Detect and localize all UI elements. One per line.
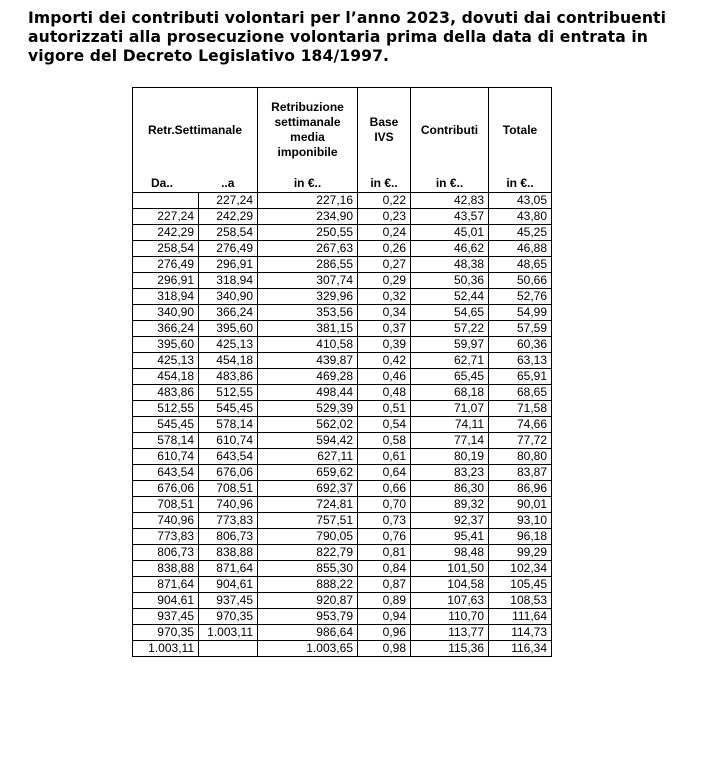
table-row <box>133 401 552 417</box>
table-row <box>133 481 552 497</box>
table-row <box>133 417 552 433</box>
cell-contributi: 113,77 <box>411 625 489 641</box>
cell-contributi: 101,50 <box>411 561 489 577</box>
cell-contributi: 77,14 <box>411 433 489 449</box>
cell-a: 366,24 <box>199 305 258 321</box>
cell-da: 806,73 <box>133 545 199 561</box>
cell-da: 512,55 <box>133 401 199 417</box>
cell-a: 871,64 <box>199 561 258 577</box>
cell-base-ivs: 0,64 <box>358 465 411 481</box>
cell-a: 296,91 <box>199 257 258 273</box>
table-row <box>133 273 552 289</box>
cell-retribuzione: 329,96 <box>258 289 358 305</box>
cell-contributi: 95,41 <box>411 529 489 545</box>
cell-a: 425,13 <box>199 337 258 353</box>
cell-a: 258,54 <box>199 225 258 241</box>
header-retribuzione <box>258 88 358 173</box>
cell-contributi: 46,62 <box>411 241 489 257</box>
table-row <box>133 289 552 305</box>
cell-totale: 46,88 <box>489 241 552 257</box>
cell-base-ivs: 0,32 <box>358 289 411 305</box>
cell-a: 676,06 <box>199 465 258 481</box>
cell-totale: 114,73 <box>489 625 552 641</box>
table-row <box>133 561 552 577</box>
contributions-table <box>132 87 552 657</box>
header-totale: Totale <box>489 88 552 173</box>
cell-da: 454,18 <box>133 369 199 385</box>
table-header <box>133 88 552 193</box>
table-row <box>133 337 552 353</box>
cell-contributi: 89,32 <box>411 497 489 513</box>
cell-contributi: 42,83 <box>411 193 489 209</box>
cell-base-ivs: 0,51 <box>358 401 411 417</box>
table-body <box>133 193 552 657</box>
unit-a: ..a <box>199 172 258 193</box>
table-row <box>133 305 552 321</box>
cell-da: 838,88 <box>133 561 199 577</box>
table-row <box>133 625 552 641</box>
cell-da: 773,83 <box>133 529 199 545</box>
cell-totale: 74,66 <box>489 417 552 433</box>
table-row <box>133 433 552 449</box>
table-row <box>133 593 552 609</box>
cell-totale: 57,59 <box>489 321 552 337</box>
table-row <box>133 241 552 257</box>
cell-da: 578,14 <box>133 433 199 449</box>
cell-da: 366,24 <box>133 321 199 337</box>
cell-da: 425,13 <box>133 353 199 369</box>
cell-contributi: 98,48 <box>411 545 489 561</box>
cell-a: 276,49 <box>199 241 258 257</box>
cell-base-ivs: 0,61 <box>358 449 411 465</box>
cell-a: 578,14 <box>199 417 258 433</box>
cell-retribuzione: 986,64 <box>258 625 358 641</box>
cell-da: 740,96 <box>133 513 199 529</box>
cell-a: 1.003,11 <box>199 625 258 641</box>
cell-retribuzione: 498,44 <box>258 385 358 401</box>
cell-totale: 83,87 <box>489 465 552 481</box>
cell-base-ivs: 0,42 <box>358 353 411 369</box>
header-retr-settimanale: Retr.Settimanale <box>133 88 258 173</box>
cell-totale: 60,36 <box>489 337 552 353</box>
cell-contributi: 52,44 <box>411 289 489 305</box>
cell-retribuzione: 227,16 <box>258 193 358 209</box>
cell-base-ivs: 0,76 <box>358 529 411 545</box>
cell-totale: 63,13 <box>489 353 552 369</box>
cell-a: 970,35 <box>199 609 258 625</box>
cell-retribuzione: 439,87 <box>258 353 358 369</box>
cell-contributi: 50,36 <box>411 273 489 289</box>
cell-a: 806,73 <box>199 529 258 545</box>
cell-base-ivs: 0,54 <box>358 417 411 433</box>
cell-retribuzione: 250,55 <box>258 225 358 241</box>
cell-contributi: 110,70 <box>411 609 489 625</box>
header-contributi: Contributi <box>411 88 489 173</box>
table-row <box>133 385 552 401</box>
cell-retribuzione: 888,22 <box>258 577 358 593</box>
cell-a: 904,61 <box>199 577 258 593</box>
cell-da: 610,74 <box>133 449 199 465</box>
cell-base-ivs: 0,34 <box>358 305 411 321</box>
cell-totale: 90,01 <box>489 497 552 513</box>
cell-contributi: 86,30 <box>411 481 489 497</box>
cell-da: 318,94 <box>133 289 199 305</box>
cell-retribuzione: 692,37 <box>258 481 358 497</box>
table-row <box>133 257 552 273</box>
cell-base-ivs: 0,66 <box>358 481 411 497</box>
cell-retribuzione: 627,11 <box>258 449 358 465</box>
cell-base-ivs: 0,58 <box>358 433 411 449</box>
cell-da: 904,61 <box>133 593 199 609</box>
cell-totale: 52,76 <box>489 289 552 305</box>
cell-base-ivs: 0,37 <box>358 321 411 337</box>
cell-a: 242,29 <box>199 209 258 225</box>
table-row <box>133 449 552 465</box>
cell-contributi: 45,01 <box>411 225 489 241</box>
cell-retribuzione: 353,56 <box>258 305 358 321</box>
cell-base-ivs: 0,24 <box>358 225 411 241</box>
cell-retribuzione: 822,79 <box>258 545 358 561</box>
cell-base-ivs: 0,70 <box>358 497 411 513</box>
cell-contributi: 107,63 <box>411 593 489 609</box>
cell-retribuzione: 267,63 <box>258 241 358 257</box>
cell-totale: 102,34 <box>489 561 552 577</box>
cell-retribuzione: 469,28 <box>258 369 358 385</box>
cell-totale: 65,91 <box>489 369 552 385</box>
cell-a: 512,55 <box>199 385 258 401</box>
cell-da: 643,54 <box>133 465 199 481</box>
table-row <box>133 513 552 529</box>
cell-contributi: 65,45 <box>411 369 489 385</box>
cell-base-ivs: 0,96 <box>358 625 411 641</box>
cell-a: 395,60 <box>199 321 258 337</box>
cell-a: 483,86 <box>199 369 258 385</box>
table-row <box>133 193 552 209</box>
cell-da: 483,86 <box>133 385 199 401</box>
cell-base-ivs: 0,73 <box>358 513 411 529</box>
cell-contributi: 74,11 <box>411 417 489 433</box>
cell-totale: 93,10 <box>489 513 552 529</box>
cell-base-ivs: 0,84 <box>358 561 411 577</box>
cell-contributi: 43,57 <box>411 209 489 225</box>
cell-totale: 43,80 <box>489 209 552 225</box>
table-header-row <box>133 88 552 173</box>
cell-contributi: 57,22 <box>411 321 489 337</box>
cell-base-ivs: 0,89 <box>358 593 411 609</box>
cell-da: 227,24 <box>133 209 199 225</box>
cell-da: 296,91 <box>133 273 199 289</box>
cell-base-ivs: 0,87 <box>358 577 411 593</box>
cell-retribuzione: 757,51 <box>258 513 358 529</box>
cell-base-ivs: 0,29 <box>358 273 411 289</box>
cell-retribuzione: 659,62 <box>258 465 358 481</box>
cell-retribuzione: 724,81 <box>258 497 358 513</box>
cell-retribuzione: 381,15 <box>258 321 358 337</box>
cell-contributi: 59,97 <box>411 337 489 353</box>
cell-contributi: 62,71 <box>411 353 489 369</box>
cell-totale: 108,53 <box>489 593 552 609</box>
unit-totale: in €.. <box>489 172 552 193</box>
cell-totale: 99,29 <box>489 545 552 561</box>
table-row <box>133 465 552 481</box>
cell-da: 708,51 <box>133 497 199 513</box>
cell-retribuzione: 410,58 <box>258 337 358 353</box>
cell-totale: 96,18 <box>489 529 552 545</box>
table-row <box>133 529 552 545</box>
cell-da: 676,06 <box>133 481 199 497</box>
cell-totale: 43,05 <box>489 193 552 209</box>
cell-totale: 77,72 <box>489 433 552 449</box>
cell-da: 545,45 <box>133 417 199 433</box>
cell-contributi: 68,18 <box>411 385 489 401</box>
cell-retribuzione: 920,87 <box>258 593 358 609</box>
cell-contributi: 48,38 <box>411 257 489 273</box>
cell-totale: 71,58 <box>489 401 552 417</box>
cell-retribuzione: 307,74 <box>258 273 358 289</box>
cell-totale: 54,99 <box>489 305 552 321</box>
cell-retribuzione: 855,30 <box>258 561 358 577</box>
table-row <box>133 641 552 657</box>
cell-totale: 105,45 <box>489 577 552 593</box>
cell-retribuzione: 953,79 <box>258 609 358 625</box>
cell-retribuzione: 562,02 <box>258 417 358 433</box>
table-row <box>133 609 552 625</box>
cell-base-ivs: 0,26 <box>358 241 411 257</box>
table-units-row <box>133 172 552 193</box>
unit-retribuzione: in €.. <box>258 172 358 193</box>
cell-a: 318,94 <box>199 273 258 289</box>
cell-da: 340,90 <box>133 305 199 321</box>
cell-base-ivs: 0,22 <box>358 193 411 209</box>
cell-retribuzione: 529,39 <box>258 401 358 417</box>
cell-a: 227,24 <box>199 193 258 209</box>
cell-a: 545,45 <box>199 401 258 417</box>
table-row <box>133 225 552 241</box>
cell-contributi: 80,19 <box>411 449 489 465</box>
cell-contributi: 92,37 <box>411 513 489 529</box>
cell-totale: 80,80 <box>489 449 552 465</box>
cell-totale: 111,64 <box>489 609 552 625</box>
cell-totale: 68,65 <box>489 385 552 401</box>
cell-a: 773,83 <box>199 513 258 529</box>
cell-da: 276,49 <box>133 257 199 273</box>
cell-totale: 50,66 <box>489 273 552 289</box>
cell-da: 970,35 <box>133 625 199 641</box>
cell-a: 340,90 <box>199 289 258 305</box>
cell-retribuzione: 790,05 <box>258 529 358 545</box>
cell-base-ivs: 0,48 <box>358 385 411 401</box>
cell-a: 740,96 <box>199 497 258 513</box>
cell-retribuzione: 594,42 <box>258 433 358 449</box>
unit-contributi: in €.. <box>411 172 489 193</box>
header-base-ivs-label: Base IVS <box>369 115 399 144</box>
cell-base-ivs: 0,27 <box>358 257 411 273</box>
cell-totale: 116,34 <box>489 641 552 657</box>
cell-da: 871,64 <box>133 577 199 593</box>
cell-contributi: 104,58 <box>411 577 489 593</box>
cell-base-ivs: 0,94 <box>358 609 411 625</box>
header-base-ivs <box>358 88 411 173</box>
cell-retribuzione: 286,55 <box>258 257 358 273</box>
cell-a: 643,54 <box>199 449 258 465</box>
cell-totale: 86,96 <box>489 481 552 497</box>
cell-totale: 48,65 <box>489 257 552 273</box>
cell-a: 937,45 <box>199 593 258 609</box>
cell-da: 242,29 <box>133 225 199 241</box>
cell-contributi: 83,23 <box>411 465 489 481</box>
cell-base-ivs: 0,81 <box>358 545 411 561</box>
table-row <box>133 577 552 593</box>
table-row <box>133 545 552 561</box>
table-row <box>133 209 552 225</box>
cell-a: 454,18 <box>199 353 258 369</box>
cell-retribuzione: 1.003,65 <box>258 641 358 657</box>
table-row <box>133 369 552 385</box>
table-row <box>133 321 552 337</box>
cell-a: 838,88 <box>199 545 258 561</box>
cell-da: 395,60 <box>133 337 199 353</box>
cell-base-ivs: 0,39 <box>358 337 411 353</box>
cell-contributi: 115,36 <box>411 641 489 657</box>
cell-contributi: 71,07 <box>411 401 489 417</box>
cell-da: 937,45 <box>133 609 199 625</box>
cell-a <box>199 641 258 657</box>
unit-da: Da.. <box>133 172 199 193</box>
cell-a: 708,51 <box>199 481 258 497</box>
cell-a: 610,74 <box>199 433 258 449</box>
cell-da <box>133 193 199 209</box>
cell-da: 1.003,11 <box>133 641 199 657</box>
unit-base-ivs: in €.. <box>358 172 411 193</box>
document-title: Importi dei contributi volontari per l’anno 2023, dovuti dai contribuenti autorizzati alla prosecuzione volontaria prima della data di entrata in vigore del Decreto Legislativo 184/1997. <box>28 9 667 65</box>
cell-base-ivs: 0,23 <box>358 209 411 225</box>
cell-base-ivs: 0,98 <box>358 641 411 657</box>
table-row <box>133 353 552 369</box>
cell-retribuzione: 234,90 <box>258 209 358 225</box>
cell-base-ivs: 0,46 <box>358 369 411 385</box>
cell-contributi: 54,65 <box>411 305 489 321</box>
header-retribuzione-label: Retribuzione settimanale media imponibile <box>271 100 344 159</box>
table-row <box>133 497 552 513</box>
cell-totale: 45,25 <box>489 225 552 241</box>
cell-da: 258,54 <box>133 241 199 257</box>
